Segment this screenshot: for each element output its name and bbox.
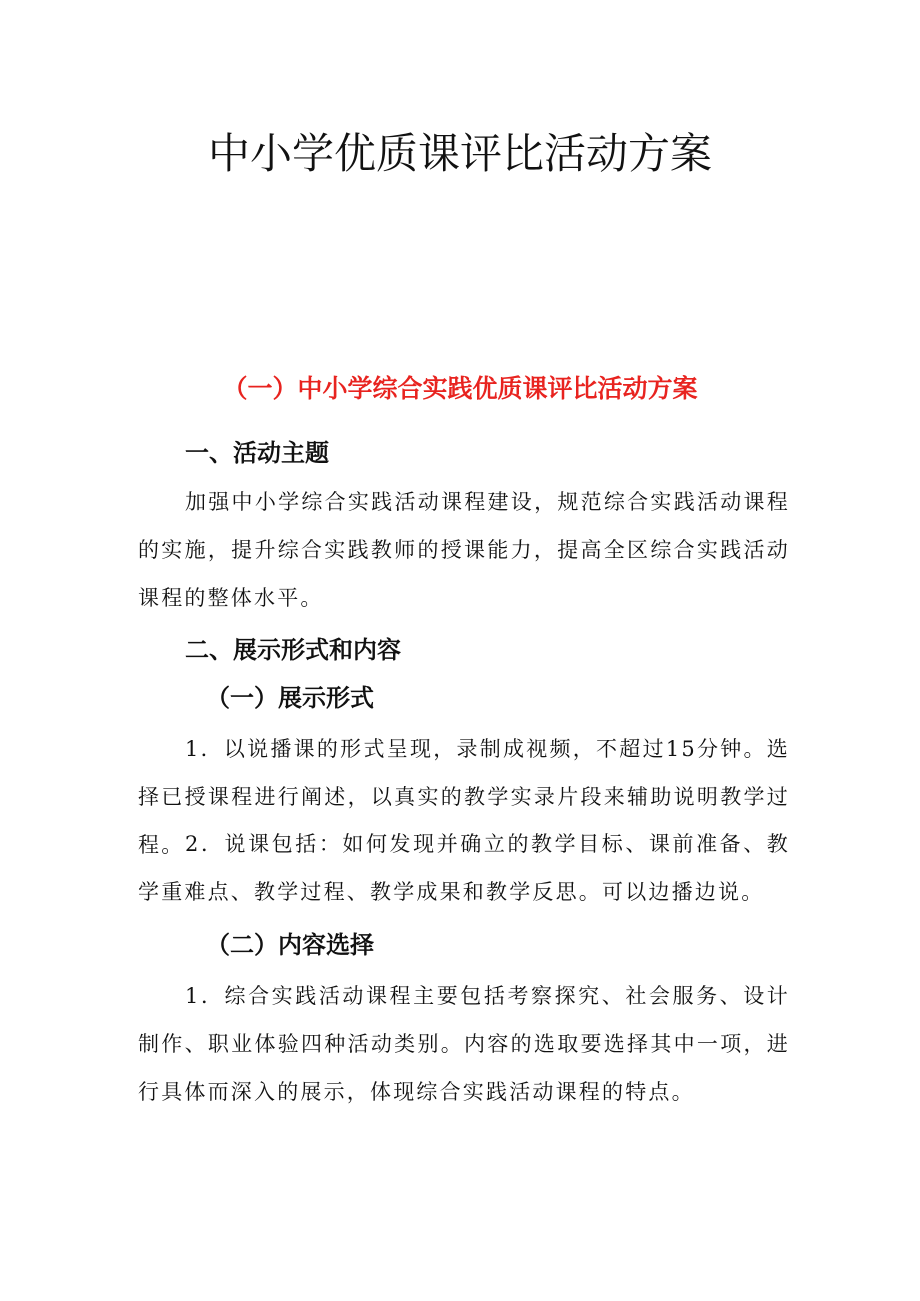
paragraph-format-1: 1．以说播课的形式呈现，录制成视频，不超过15分钟。选择已授课程进行阐述，以真实的教学实录片段来辅助说明教学过程。 [138, 737, 790, 857]
section-heading-theme: 一、活动主题 [185, 439, 329, 467]
document-title: 中小学优质课评比活动方案 [207, 129, 712, 178]
paragraph-format-2: 2．说课包括：如何发现并确立的教学目标、课前准备、教学重难点、教学过程、教学成果和教学反思。可以边播边说。 [138, 832, 790, 904]
subsection-heading-format: （一）展示形式 [206, 684, 374, 712]
paragraph-content-1: 1．综合实践活动课程主要包括考察探究、社会服务、设计制作、职业体验四种活动类别。内容的选取要选择其中一项，进行具体而深入的展示，体现综合实践活动课程的特点。 [138, 984, 790, 1104]
subsection-heading-content: （二）内容选择 [206, 931, 374, 959]
section-heading-format-content: 二、展示形式和内容 [185, 636, 401, 664]
paragraph-theme: 加强中小学综合实践活动课程建设，规范综合实践活动课程的实施，提升综合实践教师的授课能力，提高全区综合实践活动课程的整体水平。 [138, 490, 790, 610]
document-subtitle: （一）中小学综合实践优质课评比活动方案 [222, 374, 698, 403]
